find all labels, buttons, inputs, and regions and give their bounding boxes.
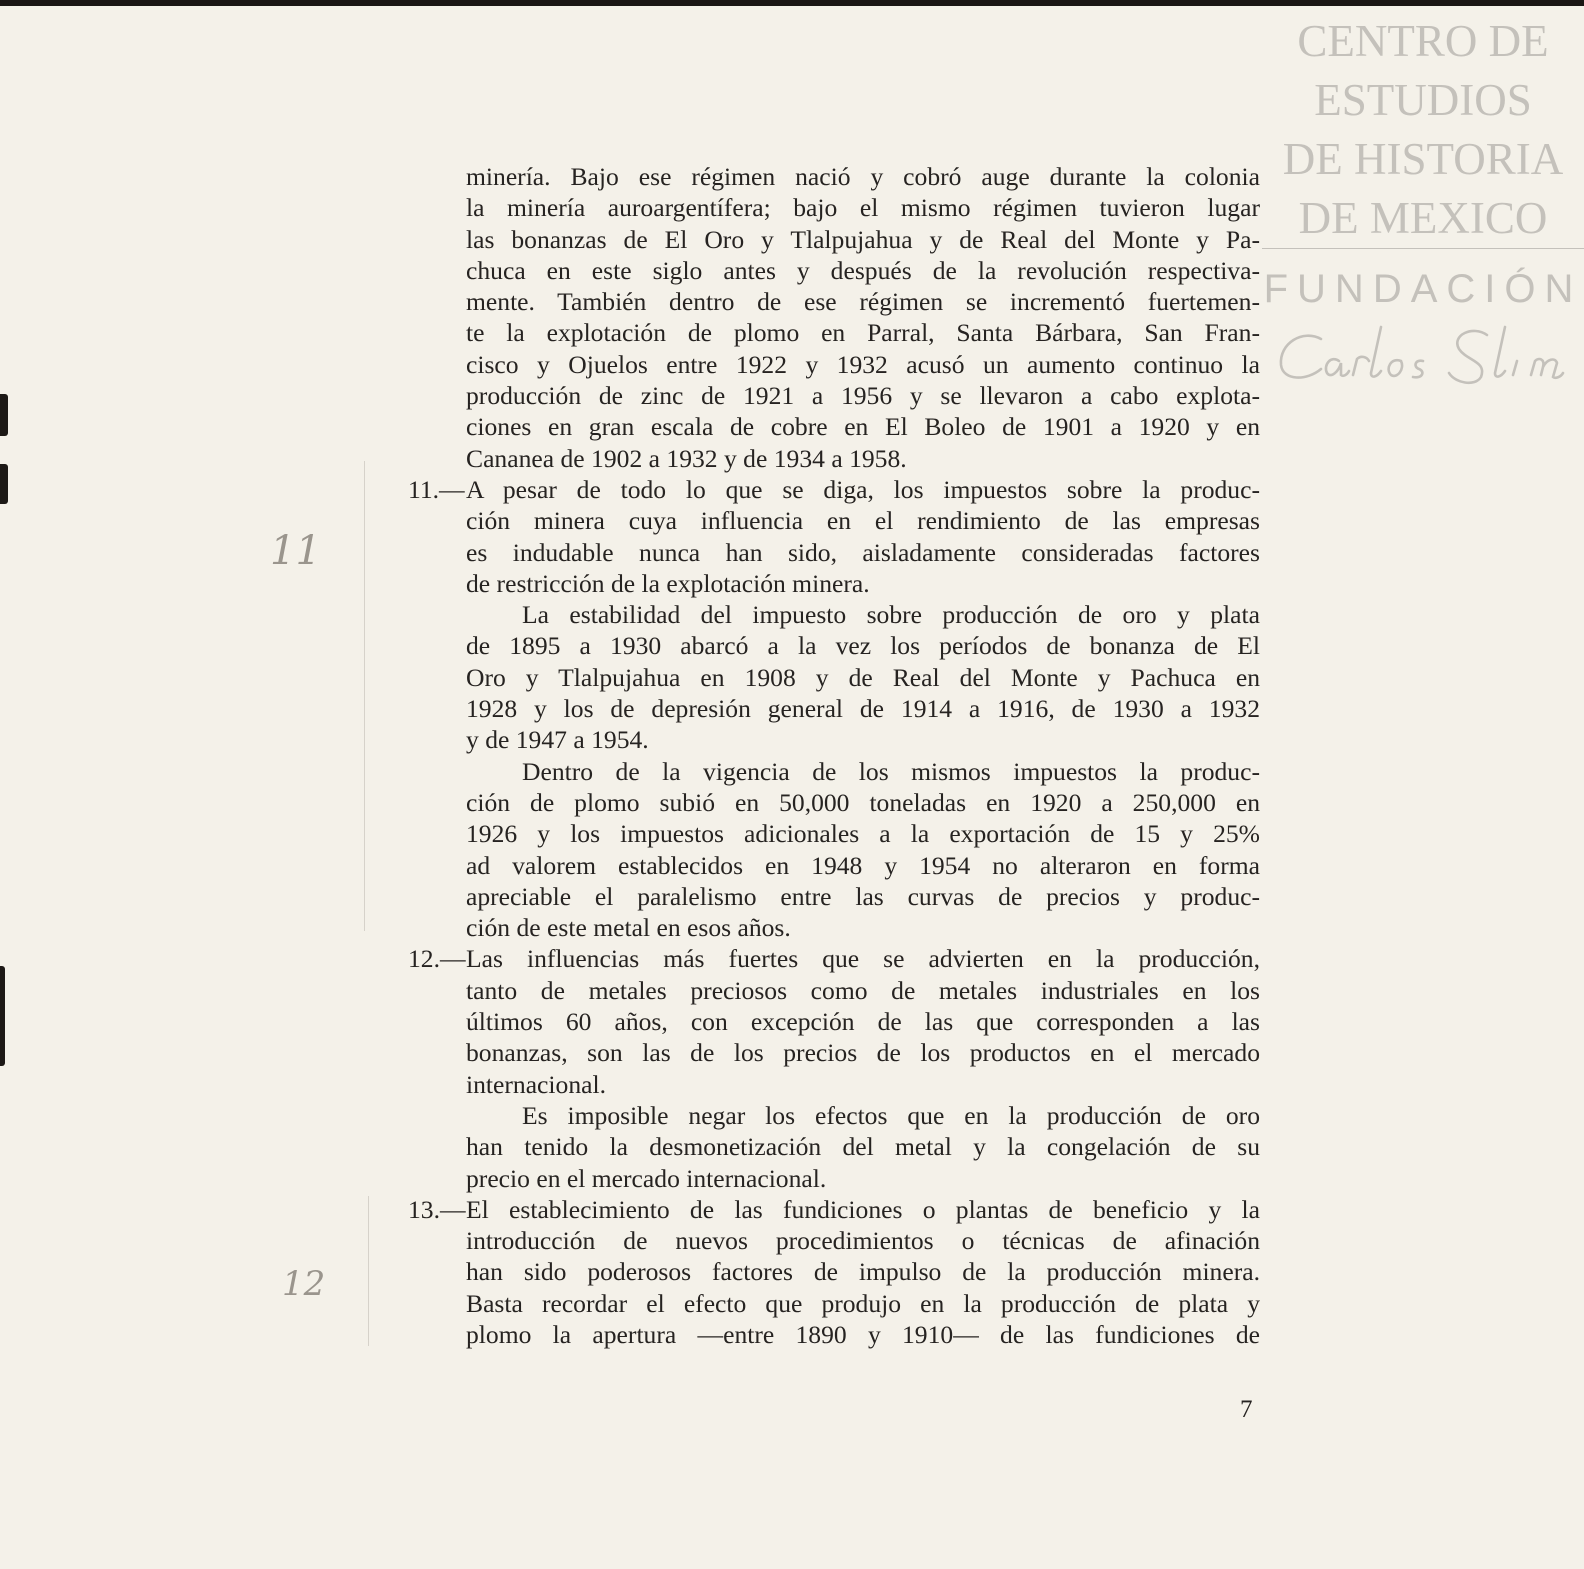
text-line: chuca en este siglo antes y después de la revolución respectiva-: [466, 255, 1260, 285]
text-line: producción de zinc de 1921 a 1956 y se llevaron a cabo explota-: [466, 381, 1260, 411]
text-line: Dentro de la vigencia de los mismos impuestos la produc-: [522, 756, 1260, 786]
text-line: A pesar de todo lo que se diga, los impuestos sobre la produc-: [466, 474, 1260, 504]
text-line: Cananea de 1902 a 1932 y de 1934 a 1958.: [466, 443, 907, 473]
text-line: es indudable nunca han sido, aisladamente consideradas factores: [466, 537, 1260, 567]
text-line: 1926 y los impuestos adicionales a la exportación de 15 y 25%: [466, 819, 1260, 849]
page: [0, 6, 1584, 1569]
binding-mark: [0, 394, 8, 436]
paragraph-continued: [408, 161, 1260, 474]
numbered-item-13: 13.—El establecimiento de las fundiciones o plantas de beneficio y la introducción de nuevos procedimientos o técnicas de afinación han sido poderosos factores de impulso de la producción minera. Basta recordar el efecto que produjo en la producción de plata y plomo la apertura —entre 1890 y 1910— de las fundiciones de: [408, 1194, 1260, 1349]
text-line: introducción de nuevos procedimientos o técnicas de afinación: [466, 1226, 1260, 1256]
text-line: Es imposible negar los efectos que en la producción de oro: [522, 1100, 1260, 1130]
text-line: minería. Bajo ese régimen nació y cobró auge durante la colonia: [466, 162, 1260, 191]
paragraph: [408, 1100, 1260, 1194]
text-line: de 1895 a 1930 abarcó a la vez los períodos de bonanza de El: [466, 631, 1260, 661]
text-line: mente. También dentro de ese régimen se incrementó fuertemen-: [466, 287, 1260, 317]
text-line: de restricción de la explotación minera.: [466, 568, 870, 598]
text-line: las bonanzas de El Oro y Tlalpujahua y de Real del Monte y Pa-: [466, 224, 1260, 254]
pencil-margin-line: [368, 1196, 369, 1346]
text-line: han sido poderosos factores de impulso de la producción minera.: [466, 1257, 1260, 1287]
text-line: han tenido la desmonetización del metal y la congelación de su: [466, 1132, 1260, 1162]
text-line: precio en el mercado internacional.: [466, 1163, 827, 1193]
watermark-line: DE MEXICO: [1298, 193, 1548, 243]
text-line: bonanzas, son las de los precios de los productos en el mercado: [466, 1038, 1260, 1068]
text-line: internacional.: [466, 1069, 606, 1099]
text-line: ad valorem establecidos en 1948 y 1954 no alteraron en forma: [466, 850, 1260, 880]
paragraph: [408, 756, 1260, 944]
binding-mark: [0, 966, 5, 1066]
numbered-item-11: 11.—A pesar de todo lo que se diga, los impuestos sobre la produc- ción minera cuya influencia en el rendimiento de las empresas es indudable nunca han sido, aisladamente consideradas factores de restricción de la explotación minera.: [408, 474, 1260, 598]
binding-mark: [0, 464, 8, 504]
text-line: últimos 60 años, con excepción de las que corresponden a las: [466, 1007, 1260, 1037]
watermark-line: CENTRO DE: [1297, 16, 1549, 66]
numbered-item-12: 12.—Las influencias más fuertes que se advierten en la producción, tanto de metales preciosos como de metales industriales en los últimos 60 años, con excepción de las que corresponden a las bonanzas, son las de los precios de los productos en el mercado internacional.: [408, 944, 1260, 1099]
text-line: Las influencias más fuertes que se advierten en la producción,: [466, 944, 1260, 974]
text-line: Basta recordar el efecto que produjo en la producción de plata y: [466, 1288, 1260, 1318]
watermark-line: DE HISTORIA: [1282, 134, 1564, 184]
text-line: 1928 y los de depresión general de 1914 a 1916, de 1930 a 1932: [466, 694, 1260, 724]
text-line: El establecimiento de las fundiciones o plantas de beneficio y la: [466, 1194, 1260, 1224]
pencil-note: 12: [282, 1264, 326, 1304]
text-line: tanto de metales preciosos como de metales industriales en los: [466, 975, 1260, 1005]
text-line: ciones en gran escala de cobre en El Boleo de 1901 a 1920 y en: [466, 412, 1260, 442]
watermark-rule: [1262, 248, 1584, 249]
text-line: plomo la apertura —entre 1890 y 1910— de las fundiciones de: [466, 1319, 1260, 1349]
pencil-margin-line: [364, 461, 365, 931]
body-text: [408, 161, 1260, 1350]
text-line: apreciable el paralelismo entre las curvas de precios y produc-: [466, 881, 1260, 911]
watermark: [1262, 12, 1584, 391]
text-line: ción de este metal en esos años.: [466, 913, 791, 943]
watermark-fundacion: FUNDACIÓN: [1263, 267, 1583, 311]
signature-logo-icon: [1273, 321, 1573, 391]
text-line: ción de plomo subió en 50,000 toneladas en 1920 a 250,000 en: [466, 787, 1260, 817]
text-line: cisco y Ojuelos entre 1922 y 1932 acusó un aumento continuo la: [466, 349, 1260, 379]
text-line: la minería auroargentífera; bajo el mismo régimen tuvieron lugar: [466, 193, 1260, 223]
watermark-line: ESTUDIOS: [1314, 75, 1532, 125]
text-line: Oro y Tlalpujahua en 1908 y de Real del Monte y Pachuca en: [466, 662, 1260, 692]
pencil-note: 11: [270, 528, 321, 574]
paragraph: [408, 599, 1260, 755]
text-line: y de 1947 a 1954.: [466, 725, 649, 755]
page-number: 7: [1240, 1396, 1253, 1423]
text-line: te la explotación de plomo en Parral, Santa Bárbara, San Fran-: [466, 318, 1260, 348]
text-line: La estabilidad del impuesto sobre producción de oro y plata: [522, 600, 1260, 630]
text-line: ción minera cuya influencia en el rendimiento de las empresas: [466, 506, 1260, 536]
